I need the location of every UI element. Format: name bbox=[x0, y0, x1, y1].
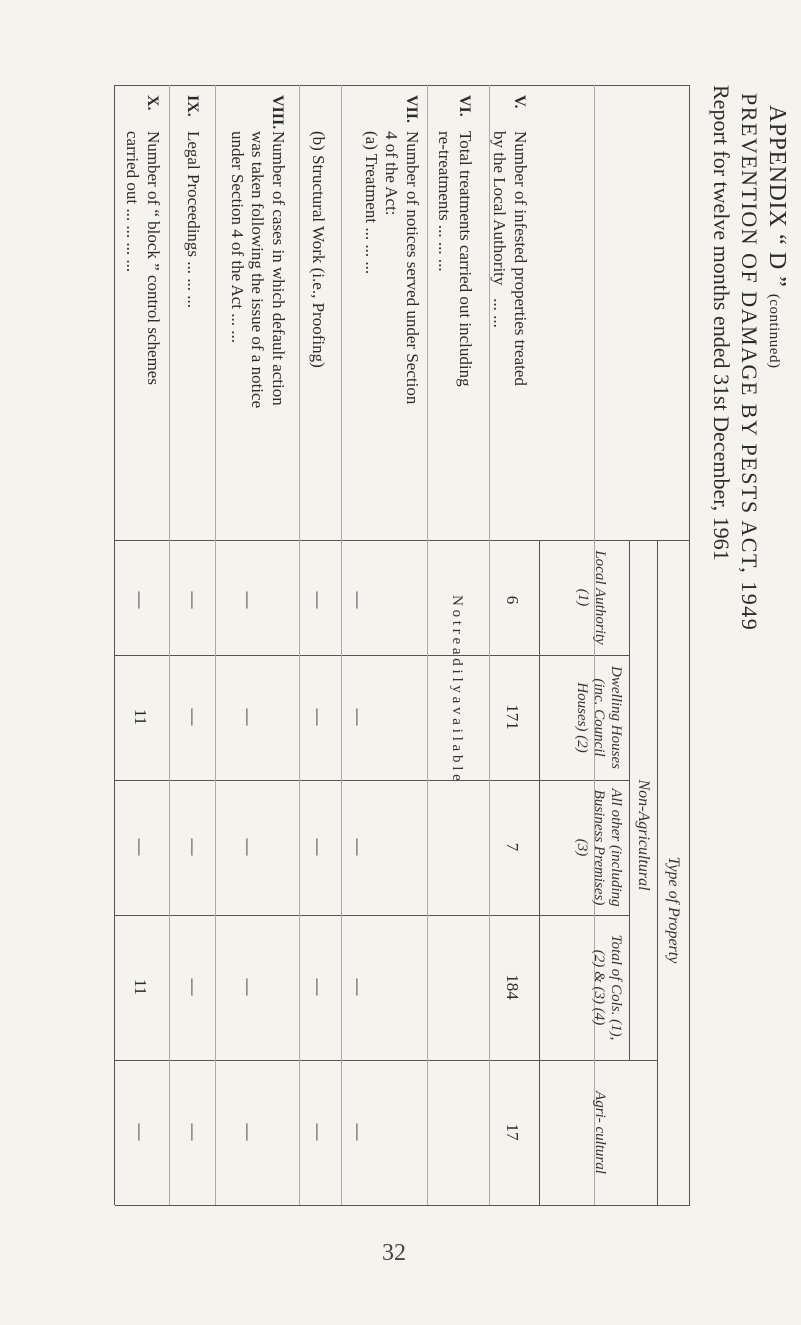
row-sep bbox=[169, 85, 170, 1205]
cell-v-col2: 171 bbox=[503, 704, 522, 730]
header-rule-1 bbox=[657, 540, 658, 1205]
row-sep bbox=[299, 85, 300, 1205]
cell-ix-col1: — bbox=[184, 591, 203, 609]
cell-x-col4: 11 bbox=[131, 978, 150, 996]
row-sep bbox=[215, 85, 216, 1205]
col5-header: Agri- cultural bbox=[592, 1091, 608, 1174]
row-text-cont: 4 of the Act: bbox=[382, 131, 401, 216]
cell-viia-col4: — bbox=[349, 978, 368, 996]
col2-header: Dwelling Houses (inc. Council Houses) (2) bbox=[574, 666, 624, 769]
cell-v-col1: 6 bbox=[503, 595, 522, 605]
row-text: Legal Proceedings ... ... ... bbox=[184, 131, 203, 309]
row-number: VIII. bbox=[269, 95, 286, 130]
appendix-heading bbox=[763, 105, 790, 368]
cell-viia-col5: — bbox=[349, 1123, 368, 1141]
row-label-vi bbox=[434, 95, 475, 387]
row-label-x bbox=[122, 95, 163, 385]
report-subtitle: Report for twelve months ended 31st December, 1961 bbox=[709, 85, 734, 561]
row-text-cont: was taken following the issue of a notice bbox=[248, 131, 267, 409]
row-number: VII. bbox=[403, 95, 420, 124]
not-readily-available: N o t r e a d i l y a v a i l a b l e bbox=[449, 595, 465, 781]
table-left-rule bbox=[115, 85, 690, 86]
cell-viii-col5: — bbox=[239, 1123, 258, 1141]
row-sep bbox=[427, 85, 428, 1205]
row-label-v bbox=[489, 95, 530, 386]
cell-ix-col3: — bbox=[184, 838, 203, 856]
act-title: PREVENTION OF DAMAGE BY PESTS ACT, 1949 bbox=[737, 93, 762, 632]
col1-header: Local Authority (1) bbox=[575, 550, 608, 645]
cell-ix-col5: — bbox=[184, 1123, 203, 1141]
row-text-cont: under Section 4 of the Act ... ... bbox=[228, 131, 247, 343]
row-number: VI. bbox=[456, 95, 473, 117]
row-sep bbox=[341, 85, 342, 1205]
row-text-cont: (b) Structural Work (i.e., Proofing) bbox=[309, 131, 328, 368]
cell-v-col5: 17 bbox=[503, 1123, 522, 1141]
cell-ix-col4: — bbox=[184, 978, 203, 996]
header-rule-2 bbox=[629, 540, 630, 1060]
col-divider-2 bbox=[115, 780, 630, 781]
cell-viii-col1: — bbox=[239, 591, 258, 609]
row-text-cont: (a) Treatment ... ... ... bbox=[362, 131, 381, 275]
table-right-rule bbox=[115, 1205, 690, 1206]
cell-x-col2: 11 bbox=[131, 708, 150, 726]
cell-v-col3: 7 bbox=[503, 842, 522, 852]
cell-viii-col2: — bbox=[239, 708, 258, 726]
table bbox=[110, 85, 690, 1205]
row-text: Number of infested properties treated bbox=[511, 131, 530, 386]
cell-v-col4: 184 bbox=[503, 974, 522, 1000]
rotated-page bbox=[100, 85, 790, 1205]
cell-viia-col1: — bbox=[349, 591, 368, 609]
col-divider-4 bbox=[115, 1060, 658, 1061]
row-leader-dots: ... ... bbox=[490, 298, 509, 328]
row-text-cont-1: by the Local Authority bbox=[490, 131, 509, 286]
page-number: 32 bbox=[382, 1240, 406, 1266]
col-divider-3 bbox=[115, 915, 630, 916]
row-text-cont: re-treatments ... ... ... bbox=[435, 131, 454, 272]
cell-viia-col3: — bbox=[349, 838, 368, 856]
row-label-vii-b bbox=[308, 95, 328, 368]
cell-ix-col2: — bbox=[184, 708, 203, 726]
header-rule-3 bbox=[539, 540, 540, 1205]
cell-viii-col3: — bbox=[239, 838, 258, 856]
cell-x-col3: — bbox=[131, 838, 150, 856]
col3-header: All other (including Business Premises) (3) bbox=[574, 788, 624, 907]
cell-viib-col1: — bbox=[309, 591, 328, 609]
table-bottom-rule bbox=[114, 85, 115, 1205]
cell-viia-col2: — bbox=[349, 708, 368, 726]
col-divider-1 bbox=[115, 655, 630, 656]
row-text: Total treatments carried out including bbox=[456, 131, 475, 387]
row-label-ix bbox=[182, 95, 203, 308]
cell-viib-col5: — bbox=[309, 1123, 328, 1141]
row-text: Number of cases in which default action bbox=[269, 131, 288, 406]
table-top-rule bbox=[689, 85, 690, 1205]
label-divider bbox=[115, 540, 690, 541]
row-text-cont bbox=[489, 95, 509, 386]
cell-viib-col3: — bbox=[309, 838, 328, 856]
row-text: Number of notices served under Section bbox=[403, 131, 422, 405]
row-number: V. bbox=[511, 95, 528, 109]
cell-viib-col2: — bbox=[309, 708, 328, 726]
row-label-viii bbox=[227, 95, 288, 408]
cell-x-col1: — bbox=[131, 591, 150, 609]
cell-viib-col4: — bbox=[309, 978, 328, 996]
row-text-cont: carried out ... ... ... ... bbox=[123, 131, 142, 273]
cell-x-col5: — bbox=[131, 1123, 150, 1141]
row-number: X. bbox=[144, 95, 161, 111]
cell-viii-col4: — bbox=[239, 978, 258, 996]
row-label-vii bbox=[361, 95, 422, 404]
appendix-label: APPENDIX “ D ” bbox=[764, 105, 790, 288]
type-of-property-header: Type of Property bbox=[665, 856, 682, 964]
col4-header: Total of Cols. (1), (2) & (3) (4) bbox=[591, 934, 624, 1041]
non-agricultural-header: Non-Agricultural bbox=[635, 779, 652, 891]
continued-label: (continued) bbox=[766, 293, 782, 369]
row-text: Number of “ block ” control schemes bbox=[144, 131, 163, 385]
row-number: IX. bbox=[184, 95, 201, 117]
